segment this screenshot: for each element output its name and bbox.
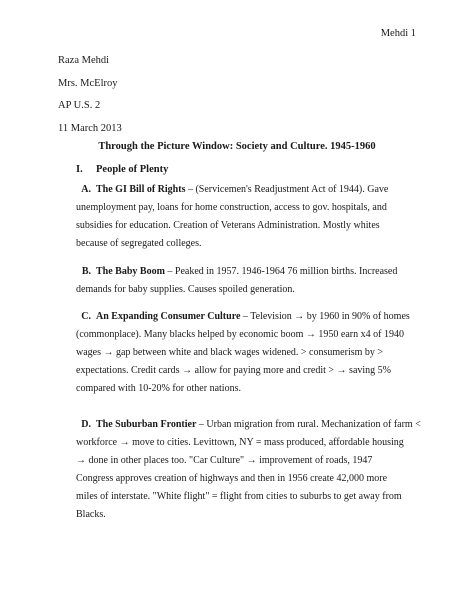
- item-label: B.: [81, 266, 91, 277]
- section-numeral: I.: [76, 164, 83, 175]
- item-line: expectations. Credit cards → allow for paying more and credit > → saving 5%: [76, 365, 391, 376]
- item-line: – (Servicemen's Readjustment Act of 1944). Gave: [185, 184, 389, 195]
- item-line: workforce → move to cities. Levittown, NY = mass produced, affordable housing: [76, 437, 404, 448]
- document-heading: [58, 54, 122, 144]
- item-line: (commonplace). Many blacks helped by economic boom → 1950 earn x4 of 1940: [76, 329, 404, 340]
- item-line: unemployment pay, loans for home construction, access to gov. hospitals, and: [76, 202, 387, 213]
- item-line: – Urban migration from rural. Mechanization of farm <: [196, 419, 421, 430]
- item-line: – Television → by 1960 in 90% of homes: [240, 311, 410, 322]
- item-line: wages → gap between white and black wages widened. > consumerism by >: [76, 347, 384, 358]
- item-line: subsidies for education. Creation of Veterans Administration. Mostly whites: [76, 220, 380, 231]
- section-heading: [76, 164, 168, 175]
- outline-item-d: [76, 416, 421, 524]
- item-line: compared with 10-20% for other nations.: [76, 383, 241, 394]
- item-line: → done in other places too. "Car Culture" → improvement of roads, 1947: [76, 455, 373, 466]
- item-label: D.: [81, 419, 91, 430]
- item-line: Congress approves creation of highways and then in 1956 create 42,000 more: [76, 473, 388, 484]
- item-term: An Expanding Consumer Culture: [96, 311, 241, 322]
- outline-item-b: [76, 263, 419, 299]
- item-term: The Baby Boom: [96, 266, 165, 277]
- page-header-label: Mehdi 1: [380, 28, 416, 39]
- item-line: Blacks.: [76, 509, 106, 520]
- teacher-name: Mrs. McElroy: [58, 77, 118, 89]
- author-name: Raza Mehdi: [58, 55, 110, 66]
- outline-item-a: [76, 181, 419, 253]
- section-title: People of Plenty: [96, 164, 169, 175]
- item-line: – Peaked in 1957. 1946-1964 76 million births. Increased: [164, 266, 398, 277]
- item-term: The GI Bill of Rights: [96, 184, 186, 195]
- item-term: The Suburban Frontier: [96, 419, 197, 430]
- outline-item-c: [76, 308, 419, 398]
- item-label: A.: [81, 184, 91, 195]
- course-name: AP U.S. 2: [58, 100, 101, 111]
- item-line: demands for baby supplies. Causes spoiled generation.: [76, 284, 295, 295]
- item-line: because of segregated colleges.: [76, 238, 202, 249]
- document-date: 11 March 2013: [58, 122, 122, 134]
- item-line: miles of interstate. "White flight" = flight from cities to suburbs to get away from: [76, 491, 402, 502]
- document-title: Through the Picture Window: Society and Culture. 1945-1960: [98, 141, 376, 152]
- item-label: C.: [81, 311, 91, 322]
